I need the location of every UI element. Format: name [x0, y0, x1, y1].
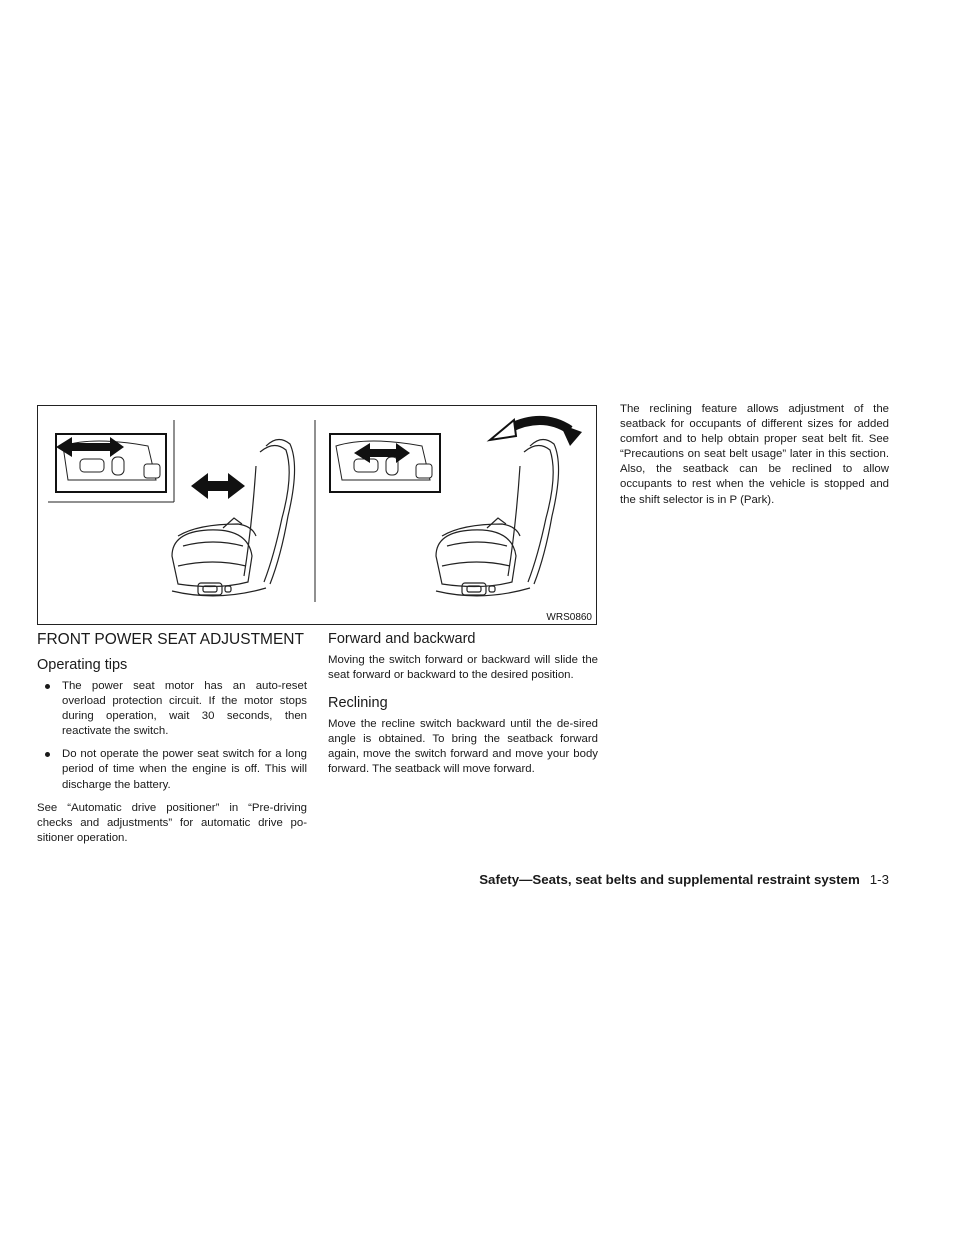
forward-backward-arrow-icon	[191, 473, 245, 499]
forward-backward-text: Moving the switch forward or backward will slide the seat forward or backward to the desired position.	[328, 654, 598, 682]
operating-tips-heading: Operating tips	[37, 657, 128, 673]
tips-list	[37, 679, 307, 793]
list-item	[37, 679, 307, 739]
seat-illustration	[38, 406, 598, 626]
right-switch-inset	[330, 434, 440, 492]
middle-column	[328, 631, 598, 786]
bullet-icon	[45, 752, 50, 757]
forward-backward-heading: Forward and backward	[328, 631, 476, 647]
page-number: 1-3	[869, 872, 889, 887]
reclining-text: Move the recline switch backward until the de-sired angle is obtained. To bring the seatback forward again, move the switch forward and move your body forward. The seatback will move forward.	[328, 718, 598, 776]
reclining-heading: Reclining	[328, 695, 388, 712]
footer-section-title: Safety—Seats, seat belts and supplemental restraint system	[479, 872, 860, 887]
seat-adjustment-figure	[37, 405, 597, 625]
list-item	[37, 747, 307, 792]
see-also-note: See “Automatic drive positioner” in “Pre-driving checks and adjustments” for automatic drive po-sitioner operation.	[37, 801, 307, 844]
page-footer	[300, 872, 889, 887]
bullet-icon	[45, 684, 50, 689]
left-switch-inset	[48, 420, 174, 502]
list-item-text: The power seat motor has an auto-reset overload protection circuit. If the motor stops during operation, wait 30 seconds, then reactivate the switch.	[62, 680, 307, 738]
figure-code: WRS0860	[546, 612, 592, 623]
list-item-text: Do not operate the power seat switch for a long period of time when the engine is off. This will discharge the battery.	[62, 748, 307, 791]
section-heading: FRONT POWER SEAT ADJUSTMENT	[37, 631, 304, 648]
left-column	[37, 631, 307, 854]
reclining-feature-text: The reclining feature allows adjustment of the seatback for occupants of different sizes for added comfort and to help obtain proper seat belt fit. See “Precautions on seat belt usage” later in this section. Also, the seatback can be reclined to allow occupants to rest when the vehicle is stopped and the shift selector is in P (Park).	[620, 403, 889, 506]
seat-recline-icon	[436, 439, 559, 595]
seat-slide-icon	[172, 439, 295, 595]
right-column	[620, 402, 889, 516]
recline-arrow-icon	[490, 420, 582, 446]
